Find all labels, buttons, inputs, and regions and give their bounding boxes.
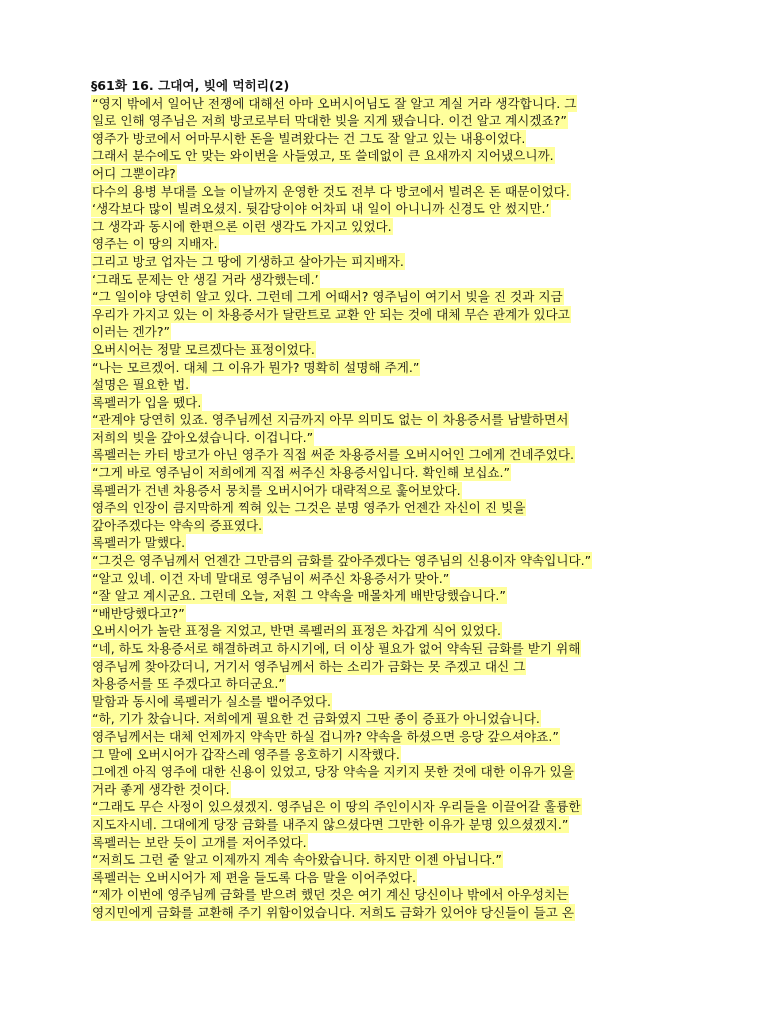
text-line	[91, 376, 673, 394]
text-line	[91, 306, 673, 324]
text-line	[91, 235, 673, 253]
text-line-content: “그것은 영주님께서 언젠간 그만큼의 금화를 갚아주겠다는 영주님의 신용이자 약속입니다.”	[92, 553, 592, 569]
text-line	[91, 288, 673, 306]
chapter-title-text: §61화 16. 그대여, 빚에 먹히리(2)	[91, 78, 290, 93]
text-line-content: ‘생각보다 많이 빌려오셨지. 뒷감당이야 어차피 내 일이 아니니까 신경도 안 썼지만.’	[92, 201, 550, 217]
text-line	[91, 165, 673, 183]
text-line-content: 오버시어는 정말 모르겠다는 표정이었다.	[92, 341, 315, 357]
text-line-content: “관계야 당연히 있죠. 영주님께선 지금까지 아무 의미도 없는 이 차용증서를 남발하면서	[92, 412, 569, 428]
text-line	[91, 464, 673, 482]
text-line-content: “그래도 무슨 사정이 있으셨겠지. 영주님은 이 땅의 주인이시자 우리들을 이끌어갈 훌륭한	[92, 799, 581, 815]
text-line-content: 록펠러는 오버시어가 제 편을 들도록 다음 말을 이어주었다.	[92, 869, 416, 885]
text-line-content: 차용증서를 또 주겠다고 하더군요.”	[92, 676, 285, 692]
text-line	[91, 693, 673, 711]
text-line	[91, 394, 673, 412]
text-line-content: 갚아주겠다는 약속의 증표였다.	[92, 517, 263, 533]
document-body	[91, 77, 673, 922]
text-line	[91, 95, 673, 113]
text-line	[91, 200, 673, 218]
text-line-content: “알고 있네. 이건 자네 말대로 영주님이 써주신 차용증서가 맞아.”	[92, 570, 450, 586]
text-line	[91, 658, 673, 676]
text-line-content: 록펠러는 카터 방코가 아닌 영주가 직접 써준 차용증서를 오버시어인 그에게 건네주었다.	[92, 447, 574, 463]
text-line-content: 어디 그뿐이랴?	[92, 165, 176, 181]
text-line-content: ‘그래도 문제는 안 생길 거라 생각했는데.’	[92, 271, 319, 287]
text-line-content: 록펠러는 보란 듯이 고개를 저어주었다.	[92, 834, 307, 850]
text-line-content: 그래서 분수에도 안 맞는 와이번을 사들였고, 또 쓸데없이 큰 요새까지 지어냈으니까.	[92, 148, 554, 164]
text-line	[91, 570, 673, 588]
text-line-content: 영지민에게 금화를 교환해 주기 위함이었습니다. 저희도 금화가 있어야 당신들이 들고 온	[92, 904, 574, 920]
text-line	[91, 781, 673, 799]
text-line-content: 록펠러가 입을 뗐다.	[92, 394, 202, 410]
text-line	[91, 869, 673, 887]
text-line	[91, 147, 673, 165]
text-line	[91, 587, 673, 605]
text-line	[91, 728, 673, 746]
text-line	[91, 112, 673, 130]
text-line	[91, 605, 673, 623]
text-line-content: “잘 알고 계시군요. 그런데 오늘, 저흰 그 약속을 매몰차게 배반당했습니다.”	[92, 588, 506, 604]
text-line-content: 저희의 빚을 갚아오셨습니다. 이겁니다.”	[92, 429, 314, 445]
text-line-content: 이러는 겐가?”	[92, 324, 171, 340]
text-line-content: “그 일이야 당연히 알고 있다. 그런데 그게 어때서? 영주님이 여기서 빚을 진 것과 지금	[92, 289, 563, 305]
text-line	[91, 622, 673, 640]
text-line	[91, 499, 673, 517]
text-line	[91, 834, 673, 852]
text-line-content: “저희도 그런 줄 알고 이제까지 계속 속아왔습니다. 하지만 이젠 아닙니다.”	[92, 852, 502, 868]
text-line	[91, 482, 673, 500]
text-line-content: 영주님께 찾아갔더니, 거기서 영주님께서 하는 소리가 금화는 못 주겠고 대신 그	[92, 658, 526, 674]
text-line	[91, 746, 673, 764]
text-line	[91, 359, 673, 377]
text-line-content: 다수의 용병 부대를 오늘 이날까지 운영한 것도 전부 다 방코에서 빌려온 돈 때문이었다.	[92, 183, 570, 199]
text-line	[91, 640, 673, 658]
text-line-content: 지도자시네. 그대에게 당장 금화를 내주지 않으셨다면 그만한 이유가 분명 있으셨겠지.”	[92, 816, 569, 832]
text-line	[91, 851, 673, 869]
text-line-content: “배반당했다고?”	[92, 605, 185, 621]
text-line-content: 영주의 인장이 큼지막하게 찍혀 있는 그것은 분명 영주가 언젠간 자신이 진 빚을	[92, 500, 526, 516]
text-line	[91, 904, 673, 922]
text-line	[91, 552, 673, 570]
text-line	[91, 253, 673, 271]
text-line-content: 우리가 가지고 있는 이 차용증서가 달란트로 교환 안 되는 것에 대체 무슨 관계가 있다고	[92, 306, 570, 322]
text-line-content: 일로 인해 영주님은 저희 방코로부터 막대한 빚을 지게 됐습니다. 이건 알고 계시겠죠?”	[92, 113, 567, 129]
text-line-content: 오버시어가 놀란 표정을 지었고, 반면 록펠러의 표정은 차갑게 식어 있었다.	[92, 623, 502, 639]
text-line-content: “그게 바로 영주님이 저희에게 직접 써주신 차용증서입니다. 확인해 보십쇼.”	[92, 465, 511, 481]
text-line	[91, 341, 673, 359]
text-line	[91, 183, 673, 201]
text-line	[91, 323, 673, 341]
text-line-content: “네, 하도 차용증서로 해결하려고 하시기에, 더 이상 필요가 없어 약속된 금화를 받기 위해	[92, 641, 581, 656]
text-line-content: 영주가 방코에서 어마무시한 돈을 빌려왔다는 건 그도 잘 알고 있는 내용이었다.	[92, 130, 526, 146]
text-line	[91, 675, 673, 693]
text-line-content: 그 말에 오버시어가 갑작스레 영주를 옹호하기 시작했다.	[92, 746, 400, 762]
text-line	[91, 798, 673, 816]
text-line	[91, 218, 673, 236]
text-line-content: 록펠러가 건넨 차용증서 뭉치를 오버시어가 대략적으로 훑어보았다.	[92, 482, 461, 498]
text-line-content: 영주는 이 땅의 지배자.	[92, 236, 218, 252]
text-line	[91, 429, 673, 447]
text-line-content: 그 생각과 동시에 한편으론 이런 생각도 가지고 있었다.	[92, 218, 392, 234]
text-line	[91, 710, 673, 728]
text-line-content: 그리고 방코 업자는 그 땅에 기생하고 살아가는 피지배자.	[92, 253, 404, 269]
text-line	[91, 763, 673, 781]
text-line	[91, 411, 673, 429]
text-line-content: “제가 이번에 영주님께 금화를 받으려 했던 것은 여기 계신 당신이나 밖에서 아우성치는	[92, 887, 569, 903]
text-line-content: 거라 좋게 생각한 것이다.	[92, 781, 230, 797]
text-line	[91, 130, 673, 148]
text-line	[91, 517, 673, 535]
text-line-content: 그에겐 아직 영주에 대한 신용이 있었고, 당장 약속을 지키지 못한 것에 대한 이유가 있을	[92, 764, 574, 780]
text-line	[91, 816, 673, 834]
text-line	[91, 534, 673, 552]
text-line-content: 록펠러가 말했다.	[92, 535, 186, 551]
text-line	[91, 271, 673, 289]
text-line	[91, 446, 673, 464]
text-line-content: 영주님께서는 대체 언제까지 약속만 하실 겁니까? 약속을 하셨으면 응당 갚으셔야죠.”	[92, 728, 559, 744]
text-line-content: 설명은 필요한 법.	[92, 377, 190, 393]
text-line-content: “나는 모르겠어. 대체 그 이유가 뭔가? 명확히 설명해 주게.”	[92, 359, 420, 375]
chapter-title	[91, 77, 673, 95]
text-line-content: 말함과 동시에 록펠러가 실소를 뱉어주었다.	[92, 693, 331, 709]
text-line	[91, 886, 673, 904]
text-line-content: “하, 기가 찼습니다. 저희에게 필요한 건 금화였지 그딴 종이 증표가 아니었습니다.	[92, 711, 540, 727]
text-line-content: “영지 밖에서 일어난 전쟁에 대해선 아마 오버시어님도 잘 알고 계실 거라 생각합니다. 그	[92, 95, 577, 111]
